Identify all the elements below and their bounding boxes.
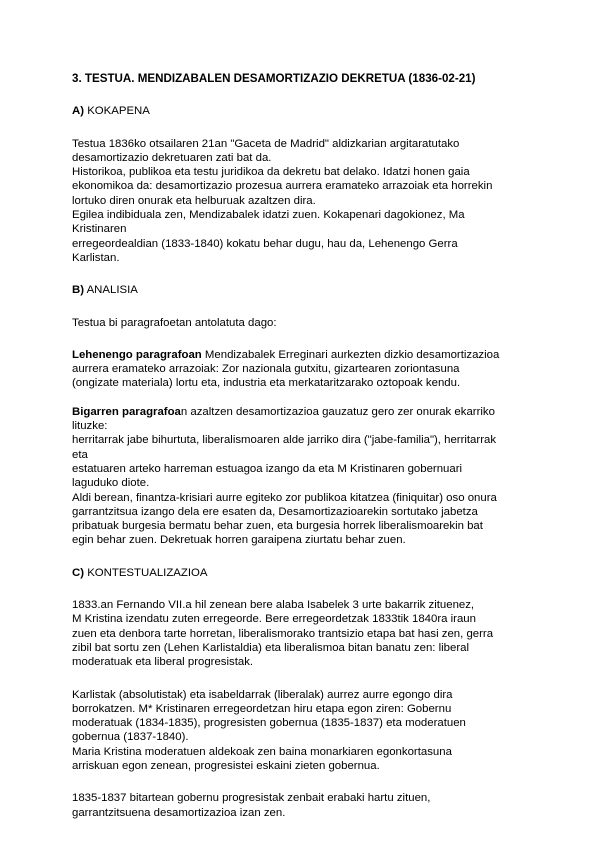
text-line: garrantzitsua izango dela ere esaten da, Desamortizazioarekin sortutako jabetza	[72, 505, 478, 518]
text-line-rest: Mendizabalek Erreginari aurkezten dizkio desamortizazioa	[201, 348, 500, 361]
text-line: herritarrak jabe bihurtuta, liberalismoaren alde jarriko dira ("jabe-familia"), herritarrak	[72, 434, 497, 447]
text-line: aurrera eramateko arrazoiak: Zor nazionala gutxitu, gizartearen zoriontasuna	[72, 363, 460, 376]
section-a-letter: A)	[72, 105, 85, 118]
text-line: Testua 1836ko otsailaren 21an "Gaceta de Madrid" aldizkarian argitaratutako	[72, 137, 460, 150]
text-line: Aldi berean, finantza-krisiari aurre egiteko zor publikoa kitatzea (finiquitar) oso onura	[72, 491, 497, 504]
text-line: Egilea indibiduala zen, Mendizabalek idatzi zuen. Kokapenari dagokionez, Ma	[72, 209, 465, 222]
text-line: laguduko diote.	[72, 477, 150, 490]
section-b-title: ANALISIA	[84, 284, 138, 297]
text-line: moderatuak eta liberal progresistak.	[72, 656, 254, 669]
section-c-paragraph-3	[72, 791, 542, 820]
text-line: arriskuan egon zenean, progresistei eskaini zieten gobernua.	[72, 759, 380, 772]
section-b-paragraph-1	[72, 348, 542, 391]
text-line: desamortizazio dekretuaren zati bat da.	[72, 151, 272, 164]
section-a-paragraph	[72, 137, 542, 266]
text-line: pribatuak burgesia bermatu behar zuen, eta burgesia horrek liberalismoarekin bat	[72, 520, 483, 533]
section-b-letter: B)	[72, 284, 85, 297]
text-line: Maria Kristina moderatuen aldekoak zen baina monarkiaren egonkortasuna	[72, 745, 452, 758]
text-line: eta	[72, 448, 88, 461]
text-line-rest: n azaltzen desamortizazioa gauzatuz gero zer onurak ekarriko	[180, 405, 495, 418]
text-line: lortuko diren onurak eta helburuak azaltzen dira.	[72, 194, 316, 207]
text-line: (ongizate materiala) lortu eta, industria eta merkataritzarako oztopoak kendu.	[72, 377, 461, 390]
document-body	[72, 72, 542, 820]
text-line: Karlistan.	[72, 251, 120, 264]
section-a-heading	[72, 104, 542, 118]
text-line	[72, 405, 542, 419]
text-line: zibil bat sortu zen (Lehen Karlistaldia) eta liberalismoa bitan banatu zen: liberal	[72, 641, 469, 654]
text-line: erregeordealdian (1833-1840) kokatu behar dugu, hau da, Lehenengo Gerra	[72, 237, 458, 250]
text-line: gobernua (1837-1840).	[72, 731, 189, 744]
section-c-heading	[72, 566, 542, 580]
text-line: 1833.an Fernando VII.a hil zenean bere alaba Isabelek 3 urte bakarrik zituenez,	[72, 599, 475, 612]
section-b-paragraph-2	[72, 405, 542, 548]
paragraph-2-label: Bigarren paragrafoa	[72, 405, 181, 418]
text-line: Kristinaren	[72, 223, 127, 236]
text-line: zuen eta denbora tarte horretan, liberalismorako trantsizio etapa bat hasi zen, gerra	[72, 627, 494, 640]
section-c-letter: C)	[72, 566, 85, 579]
section-a-title: KOKAPENA	[84, 105, 150, 118]
paragraph-1-label: Lehenengo paragrafoan	[72, 348, 202, 361]
document-title: 3. TESTUA. MENDIZABALEN DESAMORTIZAZIO DEKRETUA (1836-02-21)	[72, 72, 476, 85]
text-line: moderatuak (1834-1835), progresisten gobernua (1835-1837) eta moderatuen	[72, 717, 466, 730]
text-line: estatuaren arteko harreman estuagoa izango da eta M Kristinaren gobernuari	[72, 462, 463, 475]
section-b-heading	[72, 283, 542, 297]
text-line: borrokatzen. M* Kristinaren erregeordetzan hiru etapa egon ziren: Gobernu	[72, 702, 452, 715]
text-line: egin behar zuen. Dekretuak horren garaipena ziurtatu behar zuen.	[72, 534, 406, 547]
text-line: Historikoa, publikoa eta testu juridikoa da dekretu bat delako. Idatzi honen gaia	[72, 166, 470, 179]
text-line: M Kristina izendatu zuten erregeorde. Bere erregeordetzak 1833tik 1840ra iraun	[72, 613, 476, 626]
text-line: lituzke:	[72, 420, 108, 433]
text-line: garrantzitsuena desamortizazioa izan zen.	[72, 806, 286, 819]
text-line: ekonomikoa da: desamortizazio prozesua aurrera eramateko arrazoiak eta horrekin	[72, 180, 493, 193]
text-line: 1835-1837 bitartean gobernu progresistak zenbait erabaki hartu zituen,	[72, 792, 431, 805]
text-line: Karlistak (absolutistak) eta isabeldarrak (liberalak) aurrez aurre egongo dira	[72, 688, 453, 701]
section-b-intro: Testua bi paragrafoetan antolatuta dago:	[72, 316, 277, 329]
text-line	[72, 348, 542, 362]
section-c-paragraph-1	[72, 598, 542, 669]
section-c-paragraph-2	[72, 688, 542, 774]
section-c-title: KONTESTUALIZAZIOA	[84, 566, 208, 579]
